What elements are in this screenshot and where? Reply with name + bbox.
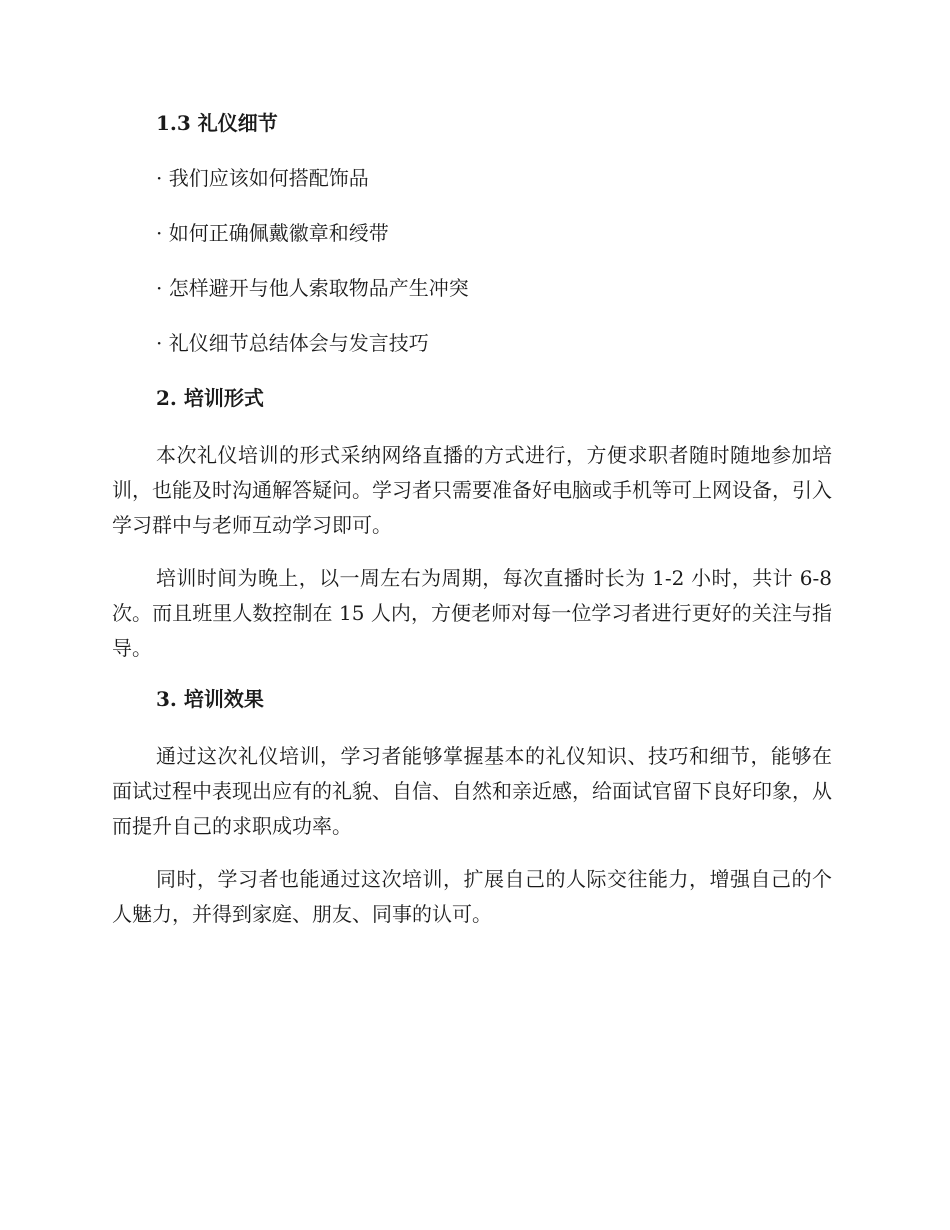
paragraph-training-schedule: 培训时间为晚上，以一周左右为周期，每次直播时长为 1-2 小时，共计 6-8 次。而且班里人数控制在 15 人内，方便老师对每一位学习者进行更好的关注与指导。 xyxy=(112,566,832,660)
section-heading-2: 2. 培训形式 xyxy=(156,386,264,410)
section-heading-1-3: 1.3 礼仪细节 xyxy=(156,111,278,135)
bullet-item: · 如何正确佩戴徽章和绶带 xyxy=(156,221,389,245)
paragraph-training-effect: 通过这次礼仪培训，学习者能够掌握基本的礼仪知识、技巧和细节，能够在面试过程中表现出应有的礼貌、自信、自然和亲近感，给面试官留下良好印象，从而提升自己的求职成功率。 xyxy=(112,744,832,838)
paragraph-training-format: 本次礼仪培训的形式采纳网络直播的方式进行，方便求职者随时随地参加培训，也能及时沟通解答疑问。学习者只需要准备好电脑或手机等可上网设备，引入学习群中与老师互动学习即可。 xyxy=(112,443,832,537)
section-heading-3: 3. 培训效果 xyxy=(156,687,264,711)
paragraph-training-benefit: 同时，学习者也能通过这次培训，扩展自己的人际交往能力，增强自己的个人魅力，并得到家庭、朋友、同事的认可。 xyxy=(112,867,832,926)
bullet-item: · 礼仪细节总结体会与发言技巧 xyxy=(156,331,429,355)
document-content xyxy=(112,108,832,950)
bullet-item: · 我们应该如何搭配饰品 xyxy=(156,166,369,190)
bullet-item: · 怎样避开与他人索取物品产生冲突 xyxy=(156,276,469,300)
